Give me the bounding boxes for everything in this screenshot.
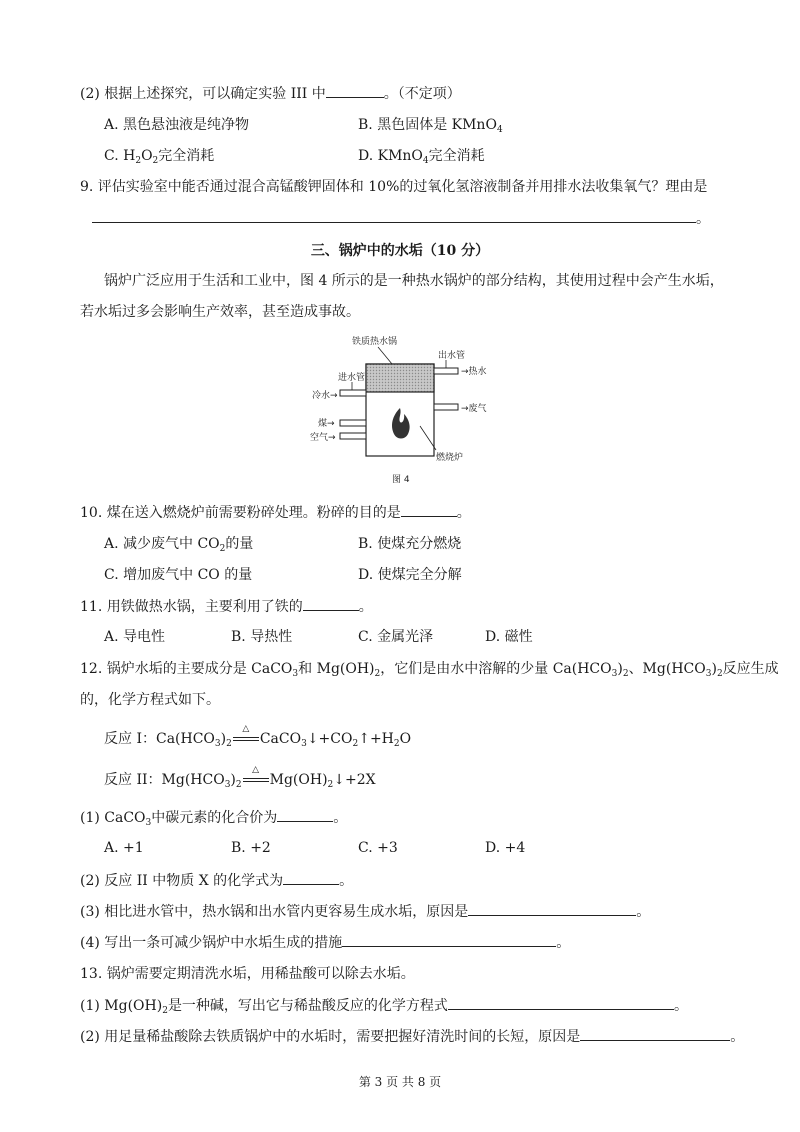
q11-option-a[interactable]: A. 导电性: [104, 629, 166, 645]
q10-option-c[interactable]: C. 增加废气中 CO 的量: [104, 567, 253, 583]
q12-2-stem: (2) 反应 II 中物质 X 的化学式为 。: [80, 870, 353, 891]
q11-stem: 11. 用铁做热水锅，主要利用了铁的 。: [80, 596, 373, 617]
answer-blank[interactable]: [342, 932, 556, 947]
reaction-2: 反应 II：$Mg(HCO_3)_2$ △ $Mg(OH)_2↓+2X$: [104, 765, 376, 790]
q13-1-stem: (1) $Mg(OH)_2$是一种碱，写出它与稀盐酸反应的化学方程式 。: [80, 995, 688, 1021]
hot-water-pot: [366, 364, 434, 392]
exhaust-pipe: [434, 404, 458, 410]
q9-answer-line: 。: [92, 208, 710, 229]
inlet-pipe: [340, 390, 366, 396]
q11-option-b[interactable]: B. 导热性: [231, 629, 293, 645]
q8-2-option-c[interactable]: C. $H_2O_2$完全消耗: [104, 148, 215, 166]
answer-blank[interactable]: [283, 870, 339, 885]
q13-2-stem: (2) 用足量稀盐酸除去铁质锅炉中的水垢时，需要把握好清洗时间的长短，原因是 。: [80, 1026, 744, 1047]
section-intro-line-2: 若水垢过多会影响生产效率，甚至造成事故。: [80, 304, 360, 320]
label-furnace: 燃烧炉: [436, 453, 464, 463]
q11-option-d[interactable]: D. 磁性: [485, 629, 533, 645]
page-number: 第 3 页 共 8 页: [358, 1075, 442, 1089]
q12-3-stem: (3) 相比进水管中，热水锅和出水管内更容易生成水垢，原因是 。: [80, 901, 650, 922]
q10-option-b[interactable]: B. 使煤充分燃烧: [358, 536, 462, 552]
q12-1-option-b[interactable]: B. +2: [231, 840, 271, 856]
q12-stem-line-2: 的，化学方程式如下。: [80, 692, 220, 708]
q9-stem: 9. 评估实验室中能否通过混合高锰酸钾固体和 10%的过氧化氢溶液制备并用排水法收集氧气？理由是: [80, 179, 708, 195]
heat-equals-sign: △: [232, 729, 260, 749]
air-pipe: [340, 433, 366, 439]
section-intro-line-1: 锅炉广泛应用于生活和工业中，图 4 所示的是一种热水锅炉的部分结构，其使用过程中会产生水垢，: [104, 273, 724, 289]
q12-1-stem: (1) CaCO$_3$中碳元素的化合价为 。: [80, 807, 347, 833]
label-inlet: 进水管: [338, 373, 366, 383]
label-air: 空气→: [310, 433, 336, 443]
answer-blank[interactable]: [401, 502, 457, 517]
q11-option-c[interactable]: C. 金属光泽: [358, 629, 434, 645]
label-hot-water: →热水: [461, 367, 487, 377]
answer-blank[interactable]: [468, 901, 636, 916]
label-outlet: 出水管: [438, 351, 466, 361]
answer-blank[interactable]: [326, 83, 384, 98]
answer-blank[interactable]: [448, 995, 674, 1010]
section-title: 三、锅炉中的水垢（10 分）: [310, 243, 490, 259]
q12-1-option-c[interactable]: C. +3: [358, 840, 398, 856]
q13-stem: 13. 锅炉需要定期清洗水垢，用稀盐酸可以除去水垢。: [80, 966, 415, 982]
label-exhaust: →废气: [461, 404, 487, 414]
figure-caption: 图 4: [392, 475, 410, 485]
q10-option-a[interactable]: A. 减少废气中 $CO_2$的量: [104, 536, 254, 554]
q12-1-option-a[interactable]: A. +1: [104, 840, 144, 856]
coal-pipe: [340, 420, 366, 426]
q12-stem-line-1: 12. 锅炉水垢的主要成分是 CaCO$_3$和 $Mg(OH)_2$，它们是由水中溶解的少量 $Ca(HCO_3)_2$、$Mg(HCO_3)_2$反应生成: [80, 661, 779, 679]
q10-stem: 10. 煤在送入燃烧炉前需要粉碎处理。粉碎的目的是 。: [80, 502, 471, 523]
label-coal: 煤→: [318, 419, 335, 429]
q12-4-stem: (4) 写出一条可减少锅炉中水垢生成的措施 。: [80, 932, 570, 953]
heat-equals-sign: △: [242, 770, 270, 790]
q10-option-d[interactable]: D. 使煤完全分解: [358, 567, 462, 583]
answer-blank[interactable]: [303, 596, 359, 611]
q8-2-option-d[interactable]: D. KMnO$_4$完全消耗: [358, 148, 485, 166]
answer-blank[interactable]: [580, 1026, 730, 1041]
q12-1-option-d[interactable]: D. +4: [485, 840, 526, 856]
q8-2-option-a[interactable]: A. 黑色悬浊液是纯净物: [104, 117, 250, 133]
reaction-1: 反应 I：$Ca(HCO_3)_2$ △ $CaCO_3↓+CO_2↑+H_2O$: [104, 724, 412, 749]
answer-blank[interactable]: [277, 807, 333, 822]
label-pot: 铁质热水锅: [352, 337, 398, 347]
q8-2-option-b[interactable]: B. 黑色固体是 KMnO$_4$: [358, 117, 503, 135]
outlet-pipe: [434, 368, 458, 374]
label-cold-water: 冷水→: [312, 391, 338, 401]
q8-2-stem: (2) 根据上述探究，可以确定实验 III 中 。（不定项）: [80, 83, 461, 104]
answer-blank[interactable]: [92, 208, 696, 223]
boiler-diagram: [0, 330, 800, 490]
